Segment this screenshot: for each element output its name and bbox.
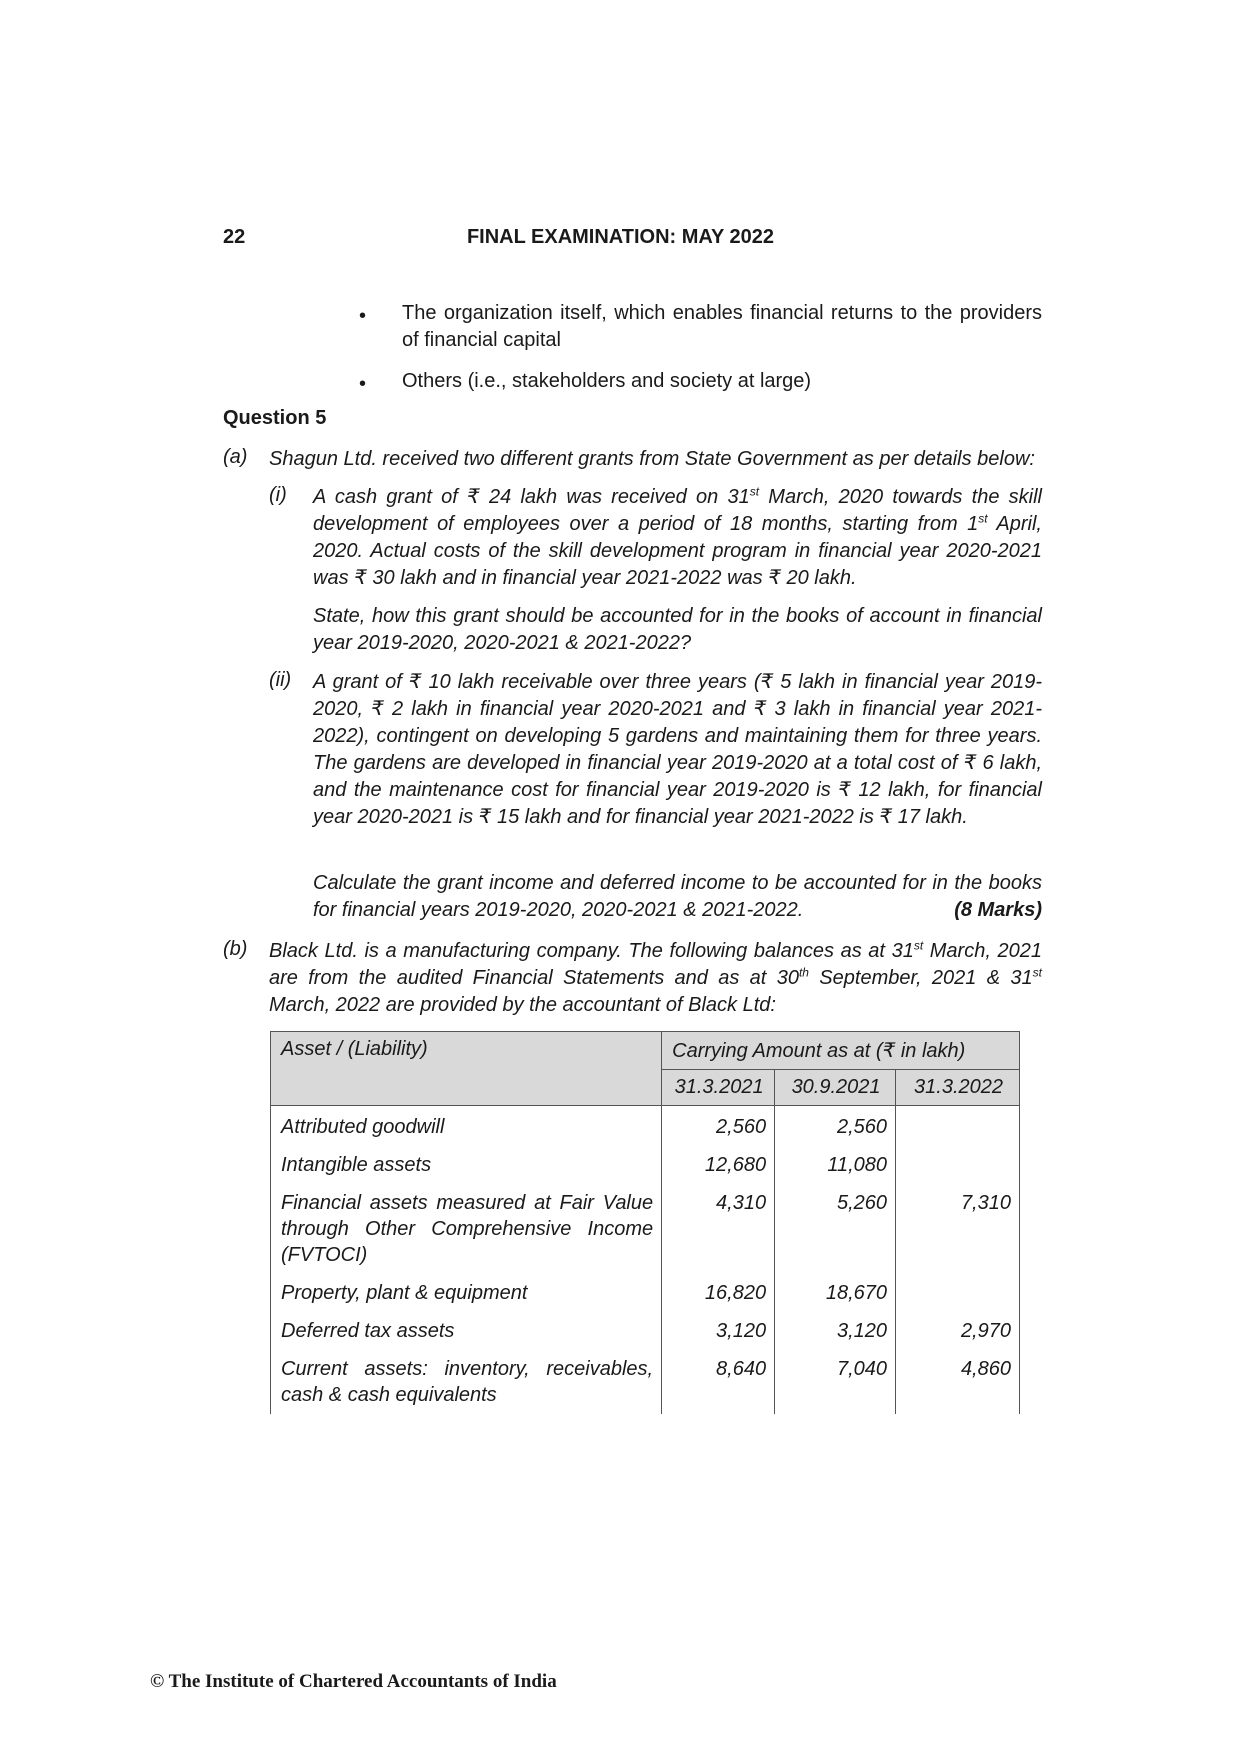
part-b-text: Black Ltd. is a manufacturing company. The following balances as at 31st March, 2021 are from the audited Financial Statements and as at 30th September, 2021 & 31st March, 2022 are provided by the accountant of Black Ltd:: [269, 938, 1043, 1016]
part-a-intro: Shagun Ltd. received two different grants from State Government as per details below:: [269, 448, 1035, 470]
part-a-ii-follow: Calculate the grant income and deferred income to be accounted for in the books for financial years 2019-2020, 2020-2021 & 2021-2022. (8 Marks): [313, 870, 1042, 924]
cell-value: 18,670: [775, 1274, 896, 1312]
marks-label: (8 Marks): [954, 899, 1042, 921]
part-a-i-text: A cash grant of ₹ 24 lakh was received on 31st March, 2020 towards the skill development of employees over a period of 18 months, starting from 1st April, 2020. Actual costs of the skill development program in financial year 2020-2021 was ₹ 30 lakh and in financial year 2021-2022 was ₹ 20 lakh.: [313, 484, 1043, 589]
table-row: [271, 1106, 1020, 1147]
cell-value: [896, 1274, 1020, 1312]
part-a-i-label: (i): [269, 484, 287, 506]
row-label: Deferred tax assets: [271, 1312, 662, 1350]
row-label: Current assets: inventory, receivables, cash & cash equivalents: [271, 1350, 662, 1414]
row-label: Intangible assets: [271, 1146, 662, 1184]
cell-value: 11,080: [775, 1146, 896, 1184]
bullet-icon: •: [359, 373, 367, 395]
row-label: Attributed goodwill: [271, 1106, 662, 1147]
cell-value: [896, 1146, 1020, 1184]
part-a-i-follow: State, how this grant should be accounted for in the books of account in financial year 2019-2020, 2020-2021 & 2021-2022?: [313, 605, 1042, 654]
cell-value: 3,120: [662, 1312, 775, 1350]
cell-value: 2,560: [662, 1106, 775, 1147]
part-a-ii-label: (ii): [269, 669, 292, 691]
bullet-icon: •: [359, 305, 367, 327]
cell-value: 3,120: [775, 1312, 896, 1350]
row-label: Property, plant & equipment: [271, 1274, 662, 1312]
cell-value: 7,310: [896, 1184, 1020, 1274]
page-title: FINAL EXAMINATION: MAY 2022: [466, 226, 775, 248]
table-row: [271, 1350, 1020, 1414]
table-row: [271, 1184, 1020, 1274]
part-a-label: (a): [223, 446, 248, 468]
cell-value: 4,860: [896, 1350, 1020, 1414]
part-a-ii-text: A grant of ₹ 10 lakh receivable over three years (₹ 5 lakh in financial year 2019-2020, ₹ 2 lakh in financial year 2020-2021 and ₹ 3 lakh in financial year 2021-2022), contingent on developing 5 gardens and maintaining them for three years. The gardens are developed in financial year 2019-2020 at a total cost of ₹ 6 lakh, and the maintenance cost for financial year 2019-2020 is ₹ 12 lakh, for financial year 2020-2021 is ₹ 15 lakh and for financial year 2021-2022 is ₹ 17 lakh.: [313, 671, 1042, 828]
cell-value: [896, 1106, 1020, 1147]
row-label: Financial assets measured at Fair Value through Other Comprehensive Income (FVTOCI): [271, 1184, 662, 1274]
balances-table: [270, 1031, 1020, 1414]
cell-value: 16,820: [662, 1274, 775, 1312]
part-b-label: (b): [223, 938, 248, 960]
table-row: [271, 1312, 1020, 1350]
question-title: Question 5: [223, 407, 327, 429]
page-number: 22: [223, 226, 246, 248]
bullet-item: Others (i.e., stakeholders and society at large): [402, 370, 812, 392]
cell-value: 8,640: [662, 1350, 775, 1414]
col-header-year: 31.3.2021: [662, 1070, 775, 1106]
cell-value: 7,040: [775, 1350, 896, 1414]
table-row: [271, 1274, 1020, 1312]
table-row: [271, 1146, 1020, 1184]
cell-value: 5,260: [775, 1184, 896, 1274]
copyright-footer: © The Institute of Chartered Accountants of India: [150, 1671, 557, 1692]
col-header-asset: Asset / (Liability): [271, 1032, 662, 1106]
cell-value: 2,560: [775, 1106, 896, 1147]
table-header-row: [271, 1032, 1020, 1070]
col-header-carrying-amount: Carrying Amount as at (₹ in lakh): [662, 1032, 1020, 1070]
col-header-year: 31.3.2022: [896, 1070, 1020, 1106]
cell-value: 4,310: [662, 1184, 775, 1274]
bullet-item: The organization itself, which enables financial returns to the providers of financial capital: [402, 302, 1042, 351]
col-header-year: 30.9.2021: [775, 1070, 896, 1106]
cell-value: 2,970: [896, 1312, 1020, 1350]
cell-value: 12,680: [662, 1146, 775, 1184]
